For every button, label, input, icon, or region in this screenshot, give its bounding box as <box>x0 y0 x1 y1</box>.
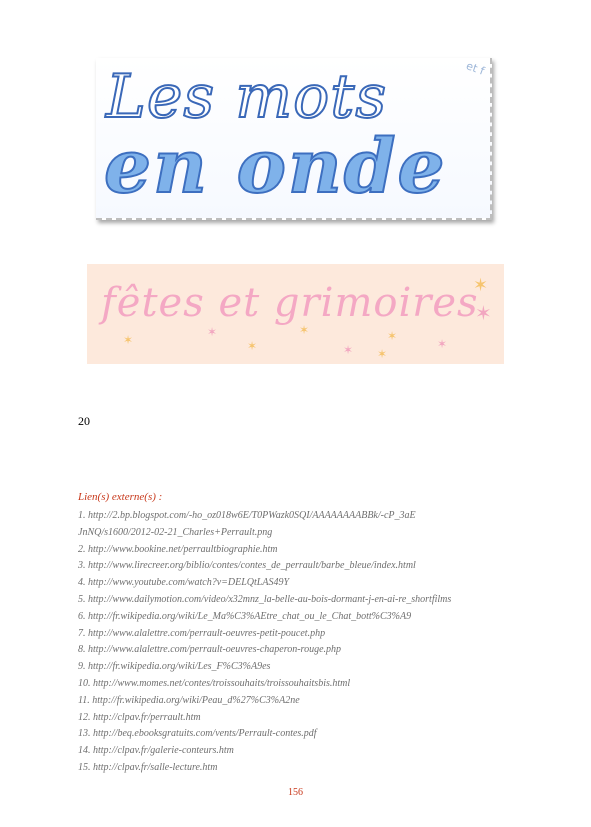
external-link[interactable]: 12. http://clpav.fr/perrault.htm <box>78 711 201 723</box>
links-title: Lien(s) externe(s) : <box>78 491 163 503</box>
external-link[interactable]: 9. http://fr.wikipedia.org/wiki/Les_F%C3%A9es <box>78 661 271 673</box>
external-link[interactable]: 4. http://www.youtube.com/watch?v=DELQtLAS49Y <box>78 577 290 589</box>
sparkle-icon: ✶ <box>387 329 398 343</box>
fetes-et-grimoires-banner <box>87 264 504 364</box>
external-link[interactable]: 5. http://www.dailymotion.com/video/x32mnz_la-belle-au-bois-dormant-j-en-ai-re_shortfilms <box>78 593 452 605</box>
sparkle-icon: ✶ <box>473 275 489 295</box>
logo-line1: Les mots <box>106 62 388 132</box>
logo-watermark: et f <box>463 59 486 78</box>
external-link[interactable]: 1. http://2.bp.blogspot.com/-ho_oz018w6E/T0PWazk0SQI/AAAAAAAABBk/-cP_3aE <box>78 510 416 521</box>
external-link[interactable]: JnNQ/s1600/2012-02-21_Charles+Perrault.png <box>78 526 273 538</box>
page-number-top: 20 <box>78 414 90 428</box>
sparkle-icon: ✶ <box>207 325 218 339</box>
sparkle-icon: ✶ <box>299 323 310 337</box>
sparkle-icon: ✶ <box>343 343 354 357</box>
external-link[interactable]: 8. http://www.alalettre.com/perrault-oeuvres-chaperon-rouge.php <box>78 644 342 656</box>
sparkle-icon: ✶ <box>123 333 134 347</box>
logo-line2: en onde <box>104 124 447 210</box>
external-link[interactable]: 2. http://www.bookine.net/perraultbiographie.htm <box>78 543 278 555</box>
external-link[interactable]: 3. http://www.lirecreer.org/biblio/contes/contes_de_perrault/barbe_bleue/index.html <box>78 560 416 572</box>
external-link[interactable]: 6. http://fr.wikipedia.org/wiki/Le_Ma%C3%AEtre_chat_ou_le_Chat_bott%C3%A9 <box>78 610 412 622</box>
external-link[interactable]: 13. http://beq.ebooksgratuits.com/vents/Perrault-contes.pdf <box>78 728 317 740</box>
external-link[interactable]: 7. http://www.alalettre.com/perrault-oeuvres-petit-poucet.php <box>78 627 326 639</box>
banner-title: fêtes et grimoires <box>101 280 479 326</box>
sparkle-icon: ✶ <box>437 337 448 351</box>
sparkle-icon: ✶ <box>247 339 258 353</box>
footer-page-number: 156 <box>288 787 303 798</box>
les-mots-en-onde-logo <box>96 58 492 220</box>
external-link[interactable]: 11. http://fr.wikipedia.org/wiki/Peau_d%27%C3%A2ne <box>78 694 300 706</box>
external-link[interactable]: 10. http://www.momes.net/contes/troissouhaits/troissouhaitsbis.html <box>78 677 351 689</box>
sparkle-icon: ✶ <box>475 303 492 325</box>
external-links-list <box>78 508 548 777</box>
external-link[interactable]: 15. http://clpav.fr/salle-lecture.htm <box>78 761 218 773</box>
sparkle-icon: ✶ <box>377 347 388 361</box>
external-link[interactable]: 14. http://clpav.fr/galerie-conteurs.htm <box>78 745 234 757</box>
